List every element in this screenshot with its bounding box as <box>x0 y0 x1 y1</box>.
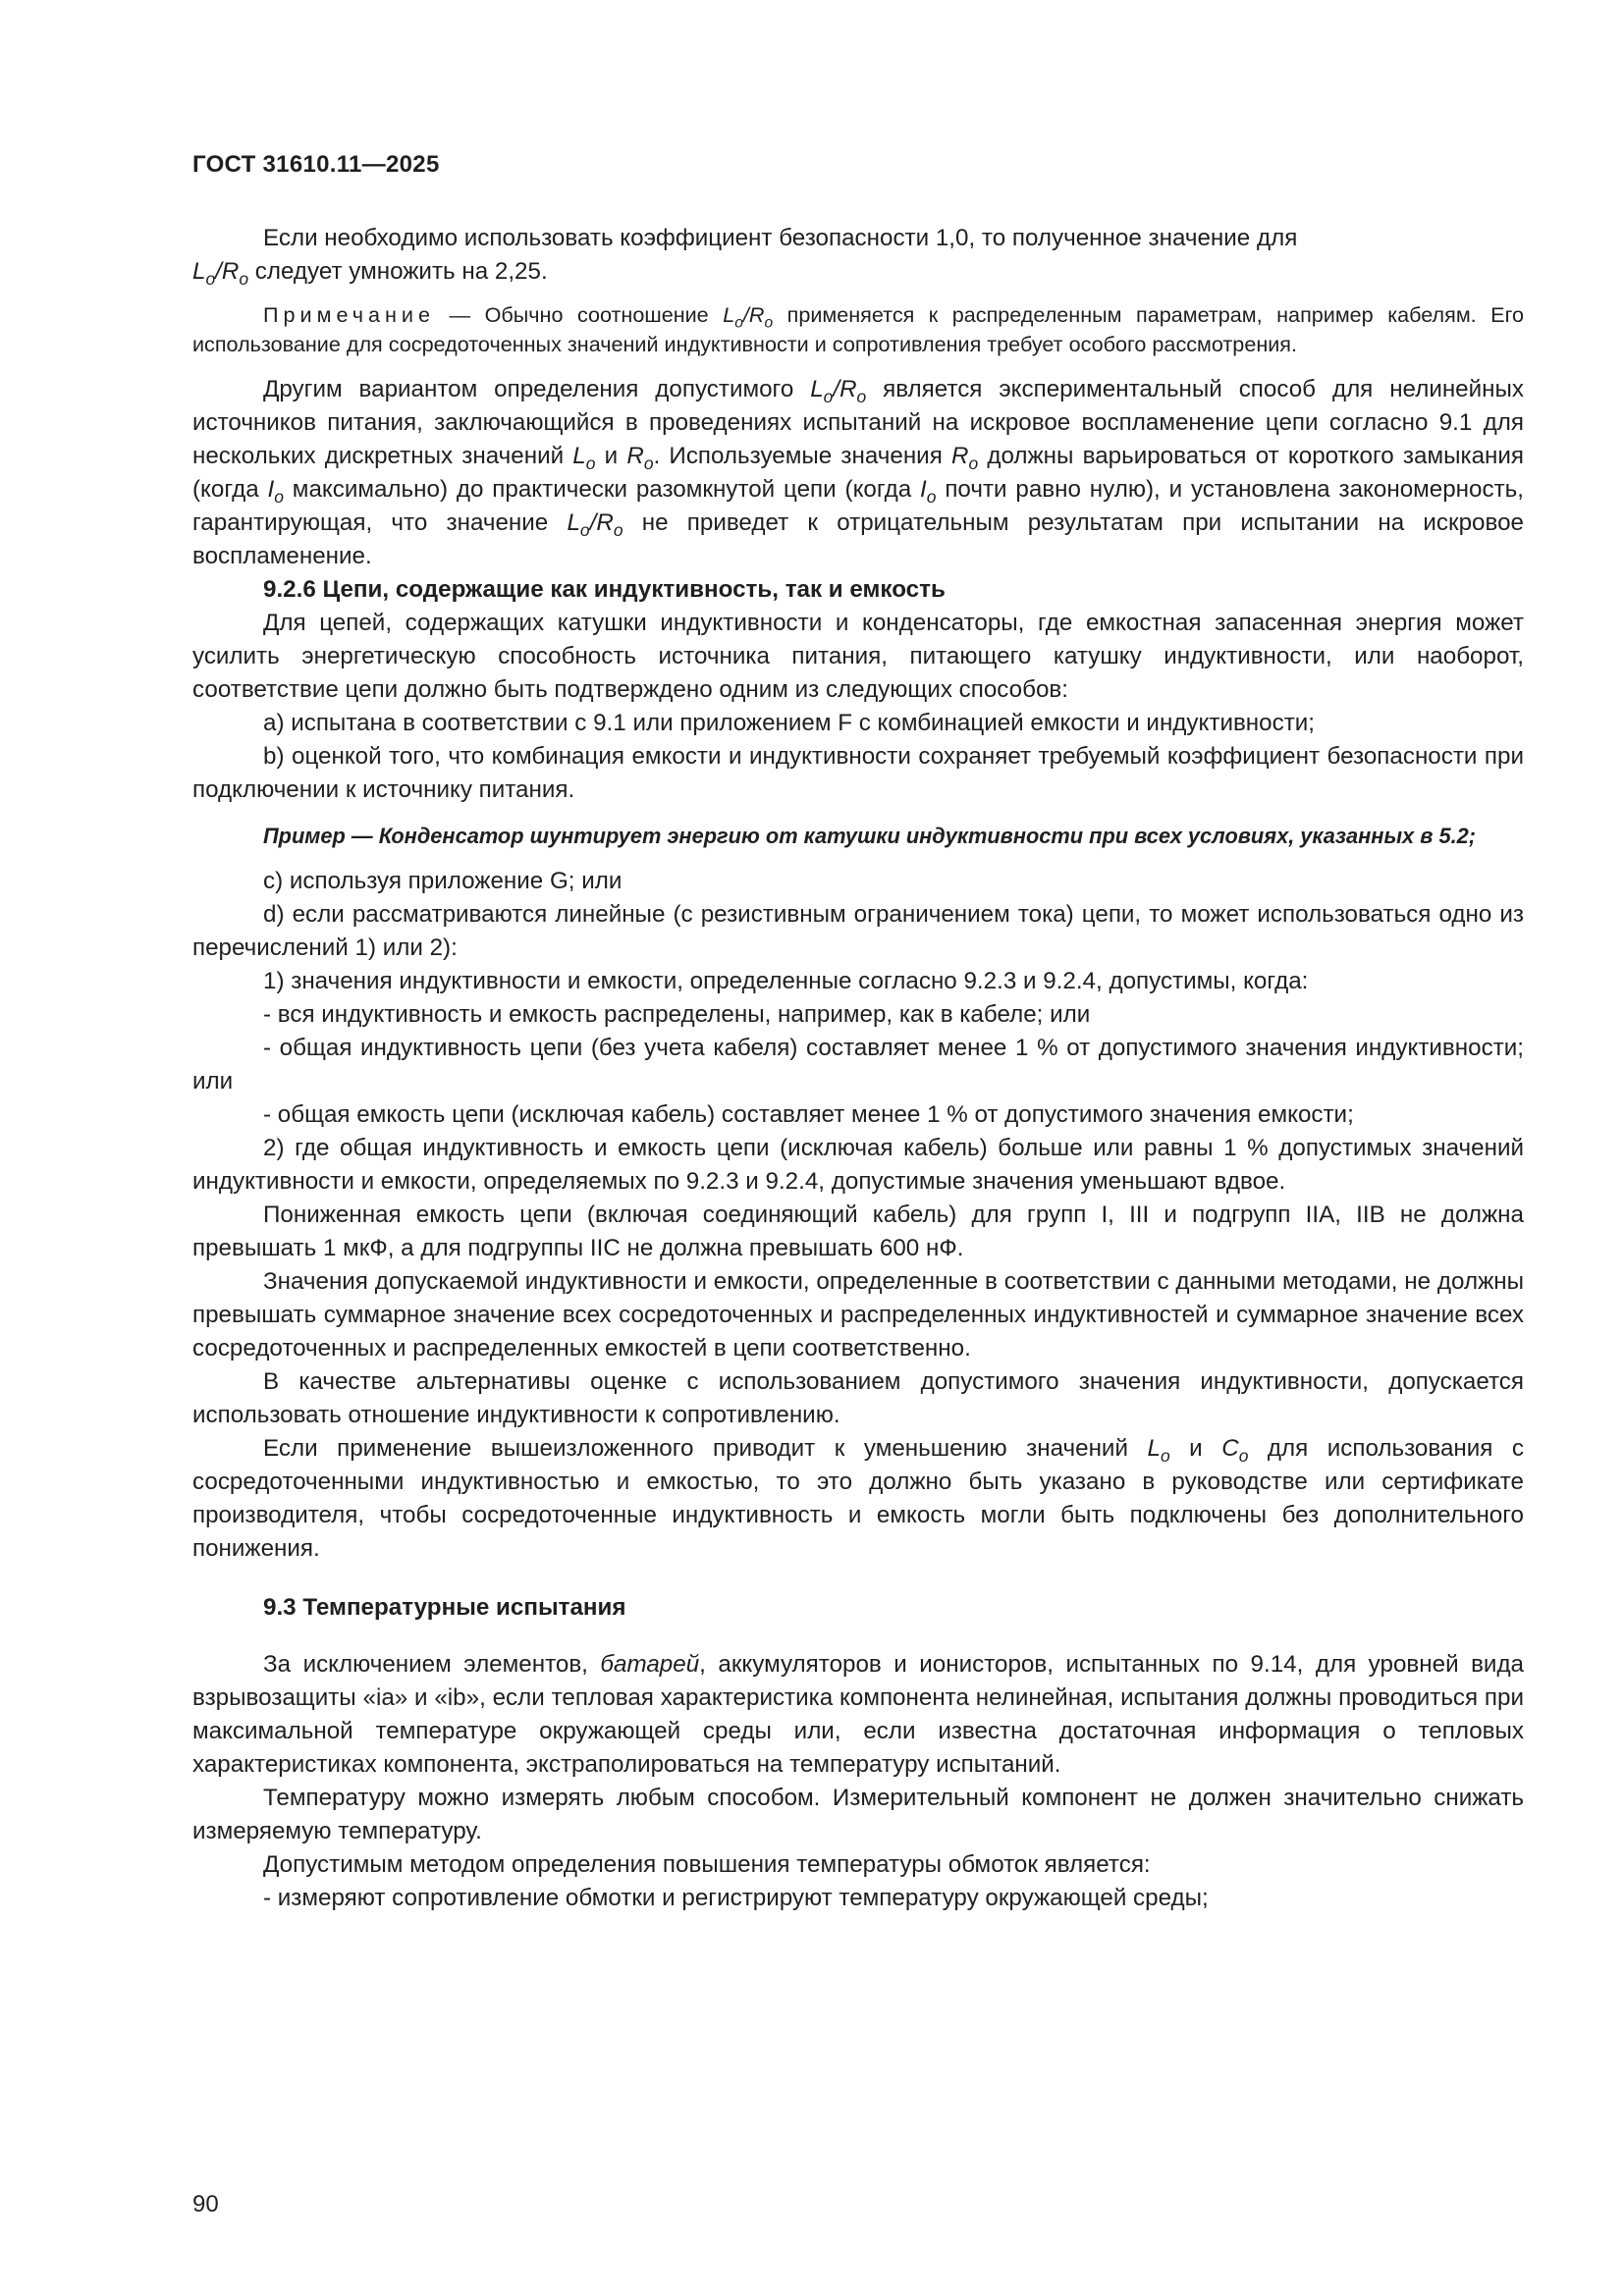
symbol-Lo-Ro: $L_o/R_o$ <box>810 376 867 407</box>
list-item-a: а) испытана в соответствии с 9.1 или приложением F с комбинацией емкости и индуктивности; <box>263 710 1316 736</box>
paragraph-temperature-tests: За исключением элементов, батарей, аккумуляторов и ионисторов, испытанных по 9.14, для уровней вида взрывозащиты «ia» и «ib», если тепловая характеристика компонента нелинейная, испытания должны проводиться при максимальной температуре окружающей среды или, если известна достаточная информация о тепловых характеристиках компонента, экстраполироваться на температуру испытаний. <box>192 1651 1525 1778</box>
note-paragraph: Примечание — Обычно соотношение $L_o/R_o$ применяется к распределенным параметрам, например кабелям. Его использование для сосредоточенных значений индуктивности и сопротивления требует особого рассмотрения. <box>192 302 1524 356</box>
symbol-Io: $I_o$ <box>267 476 284 507</box>
symbol-Ro: $R_o$ <box>626 443 654 474</box>
list-item-2: 2) где общая индуктивность и емкость цепи (исключая кабель) больше или равны 1 % допустимых значений индуктивности и емкости, определяемых по 9.2.3 и 9.2.4, допустимые значения уменьшают вдвое. <box>192 1135 1524 1195</box>
symbol-Lo-Ro: $L_o/R_o$ <box>723 302 774 332</box>
list-item-b: b) оценкой того, что комбинация емкости и индуктивности сохраняет требуемый коэффициент безопасности при подключении к источнику питания. <box>192 743 1524 803</box>
list-item-d: d) если рассматриваются линейные (с резистивным ограничением тока) цепи, то может использоваться одно из перечислений 1) или 2): <box>192 901 1524 961</box>
symbol-Lo: $L_o$ <box>1147 1435 1170 1467</box>
dash-item: - вся индуктивность и емкость распределены, например, как в кабеле; или <box>263 1001 1091 1028</box>
dash-item: - общая емкость цепи (исключая кабель) составляет менее 1 % от допустимого значения емкости; <box>263 1101 1354 1128</box>
section-heading-9-2-6: 9.2.6 Цепи, содержащие как индуктивность, так и емкость <box>263 576 946 603</box>
symbol-Lo: $L_o$ <box>572 443 596 474</box>
section-heading-9-3: 9.3 Температурные испытания <box>263 1594 626 1621</box>
document-header: ГОСТ 31610.11—2025 <box>192 151 440 178</box>
paragraph-method: Допустимым методом определения повышения температуры обмоток является: <box>263 1851 1151 1878</box>
symbol-Co: $C_o$ <box>1221 1435 1249 1467</box>
note-label: Примечание <box>263 302 435 327</box>
paragraph-alternative: В качестве альтернативы оценке с использованием допустимого значения индуктивности, допускается использовать отношение индуктивности к сопротивлению. <box>192 1368 1524 1428</box>
list-item-c: с) используя приложение G; или <box>263 868 623 894</box>
dash-item: - общая индуктивность цепи (без учета кабеля) составляет менее 1 % от допустимого значения индуктивности; или <box>192 1035 1524 1095</box>
dash-item: - измеряют сопротивление обмотки и регистрируют температуру окружающей среды; <box>263 1885 1209 1911</box>
paragraph-reduction: Если применение вышеизложенного приводит к уменьшению значений $L_o$ и $C_o$ для использования с сосредоточенными индуктивностью и емкостью, то это должно быть указано в руководстве или сертификате производителя, чтобы сосредоточенные индуктивность и емкость могли быть подключены без дополнительного понижения. <box>192 1435 1524 1562</box>
symbol-Lo-Ro: $L_o/R_o$ <box>192 258 249 290</box>
symbol-Ro: $R_o$ <box>951 443 979 474</box>
list-item-1: 1) значения индуктивности и емкости, определенные согласно 9.2.3 и 9.2.4, допустимы, когда: <box>263 968 1309 994</box>
paragraph-measurement: Температуру можно измерять любым способом. Измерительный компонент не должен значительно снижать измеряемую температуру. <box>192 1785 1524 1844</box>
paragraph-permissible-values: Значения допускаемой индуктивности и емкости, определенные в соответствии с данными методами, не должны превышать суммарное значение всех сосредоточенных и распределенных индуктивностей и суммарное значение всех сосредоточенных и распределенных емкостей в цепи соответственно. <box>192 1268 1524 1362</box>
page-number: 90 <box>192 2191 219 2217</box>
paragraph-safety-factor: Если необходимо использовать коэффициент безопасности 1,0, то полученное значение для $L_o/R_o$ следует умножить на 2,25. <box>192 225 1298 290</box>
paragraph-experimental-method: Другим вариантом определения допустимого $L_o/R_o$ является экспериментальный способ для нелинейных источников питания, заключающийся в проведениях испытаний на искровое воспламенение цепи согласно 9.1 для нескольких дискретных значений $L_o$ и $R_o$. Используемые значения $R_o$ должны варьироваться от короткого замыкания (когда $I_o$ максимально) до практически разомкнутой цепи (когда $I_o$ почти равно нулю), и установлена закономерность, гарантирующая, что значение $L_o/R_o$ не приведет к отрицательным результатам при испытании на искровое воспламенение. <box>192 376 1524 569</box>
symbol-Io: $I_o$ <box>920 476 937 507</box>
paragraph-lc-circuits: Для цепей, содержащих катушки индуктивности и конденсаторы, где емкостная запасенная энергия может усилить энергетическую способность источника питания, питающего катушку индуктивности, или наоборот, соответствие цепи должно быть подтверждено одним из следующих способов: <box>192 610 1524 703</box>
example-paragraph: Пример — Конденсатор шунтирует энергию от катушки индуктивности при всех условиях, указанных в 5.2; <box>263 824 1477 848</box>
paragraph-reduced-capacitance: Пониженная емкость цепи (включая соединяющий кабель) для групп I, III и подгрупп IIA, IIB не должна превышать 1 мкФ, а для подгруппы IIC не должна превышать 600 нФ. <box>192 1201 1524 1261</box>
symbol-Lo-Ro: $L_o/R_o$ <box>567 509 623 541</box>
document-body <box>192 222 1524 1915</box>
